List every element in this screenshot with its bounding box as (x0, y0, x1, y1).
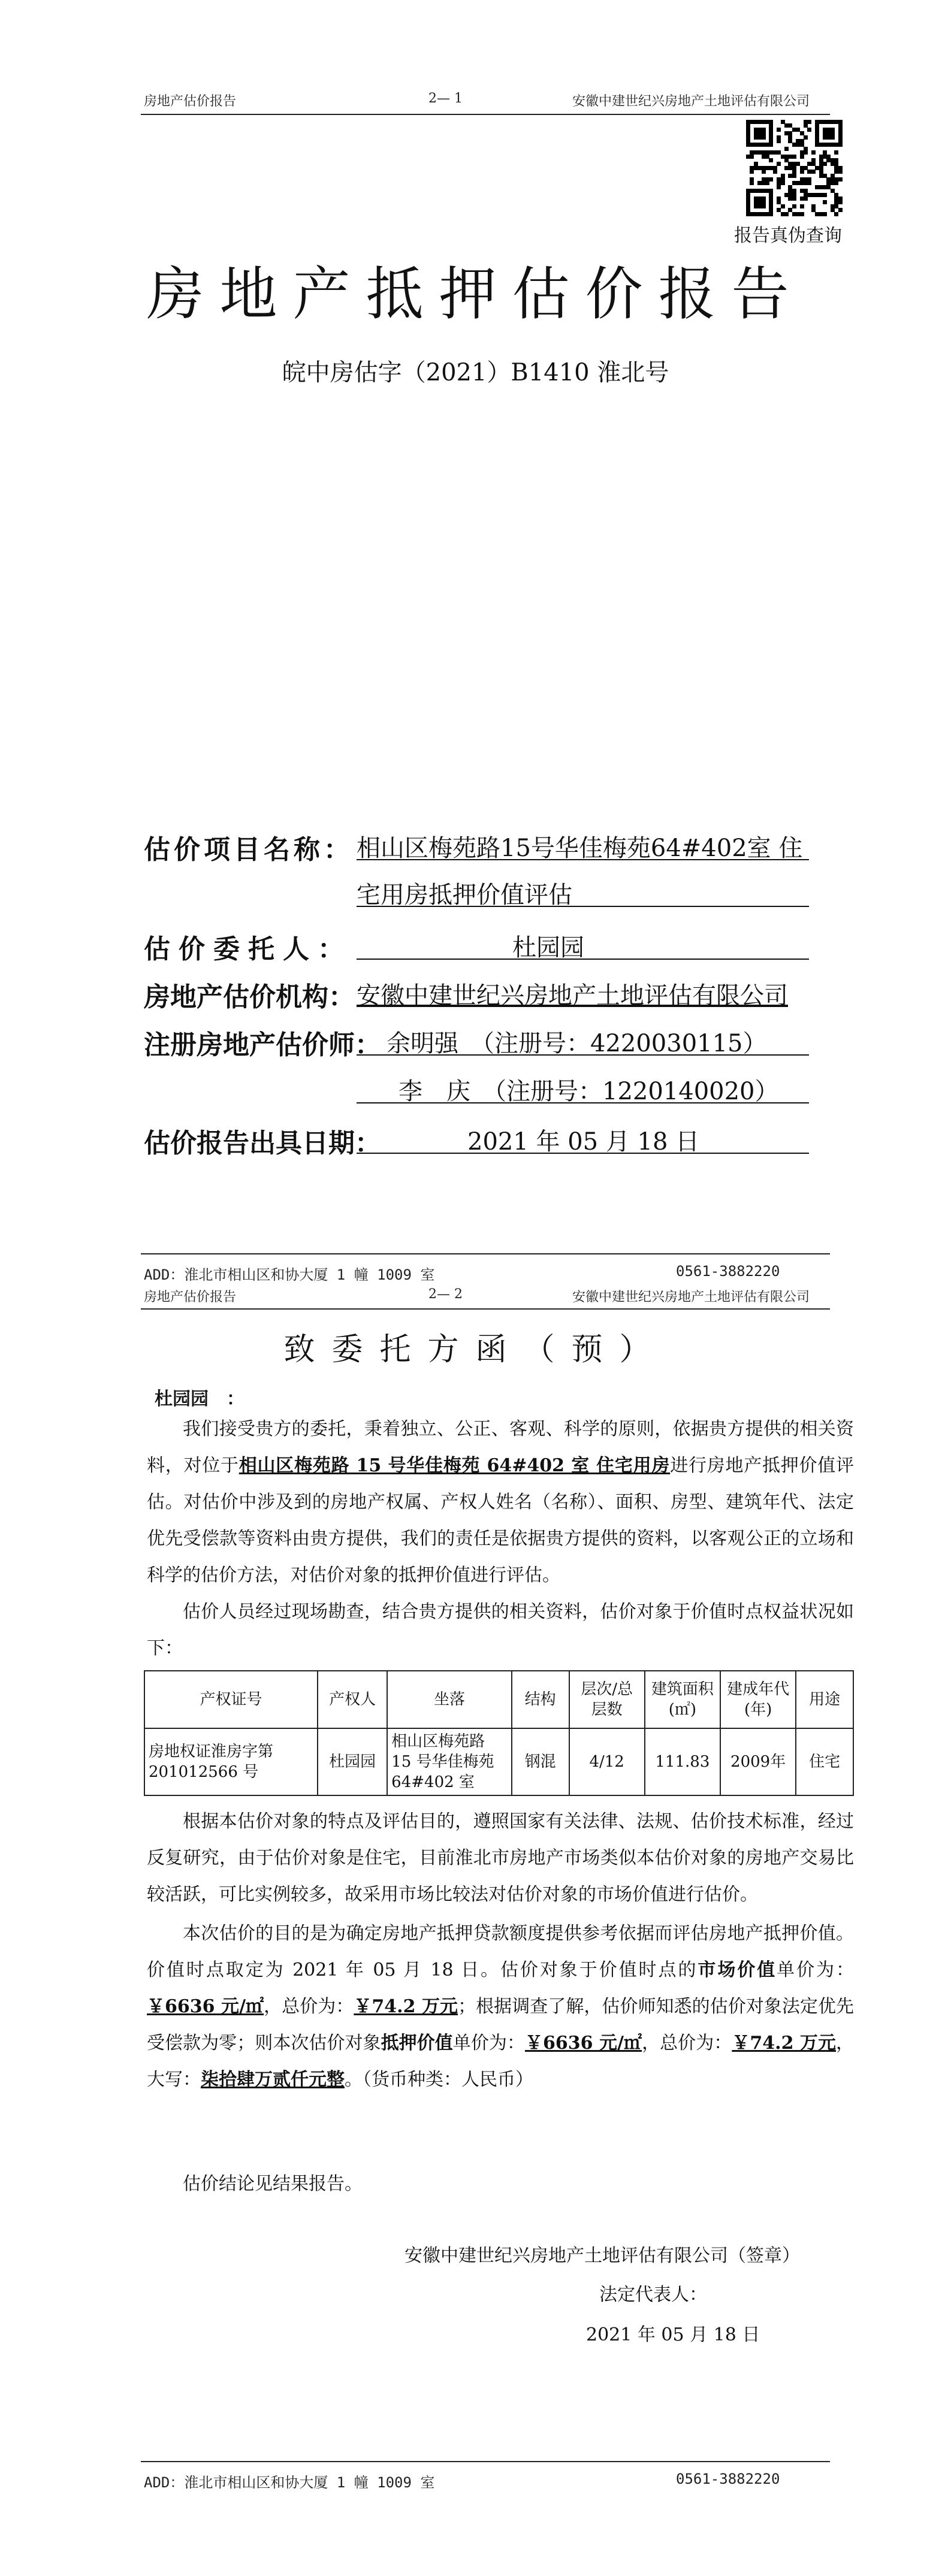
letter-paragraph-3: 根据本估价对象的特点及评估目的，遵照国家有关法律、法规、估价技术标准，经过反复研究，由于估价对象是住宅，目前淮北市房地产市场类似本估价对象的房地产交易比较活跃，可比实例较多，故采用市场比较法对估价对象的市场价值进行估价。 (147, 1811, 854, 1905)
table-header-cell: 坐落 (387, 1671, 512, 1728)
table-cell-year: 2009年 (720, 1728, 796, 1795)
letter-paragraph-4: 本次估价的目的是为确定房地产抵押贷款额度提供参考依据而评估房地产抵押价值。价值时点取定为 2021 年 05 月 18 日。估价对象于价值时点的市场价值单价为：￥6636 元/㎡，总价为：￥74.2 万元；根据调查了解，估价师知悉的估价对象法定优先受偿款为零；则本次估价对象抵押价值单价为：￥6636 元/㎡，总价为：￥74.2 万元，大写：柒拾肆万贰仟元整。（货币种类：人民币） (147, 1923, 855, 2090)
report-date-label: 估价报告出具日期： (144, 1128, 381, 1159)
table-header-cell: 产权证号 (144, 1671, 318, 1728)
table-header-cell: 建筑面积(㎡) (645, 1671, 720, 1728)
page1-header-left: 房地产估价报告 (144, 94, 237, 109)
project-name-value-line1: 相山区梅苑路15号华佳梅苑64#402室 住 (357, 835, 803, 862)
letter-paragraph-1: 我们接受贵方的委托，秉着独立、公正、客观、科学的原则，依据贵方提供的相关资料，对位于相山区梅苑路 15 号华佳梅苑 64#402 室 住宅用房进行房地产抵押价值评估。对估价中涉及到的房地产权属、产权人姓名（名称）、面积、房型、建筑年代、法定优先受偿款等资料由贵方提供，我们的责任是依据贵方提供的资料，以客观公正的立场和科学的估价方法，对估价对象的抵押价值进行评估。 (147, 1419, 855, 1586)
appraiser-2: 李 庆 （注册号：1220140020） (398, 1078, 779, 1105)
page1-footer-rule (141, 1253, 830, 1254)
page2-footer-address: ADD：淮北市相山区和协大厦 1 幢 1009 室 (144, 2474, 435, 2491)
table-header-cell: 层次/总层数 (569, 1671, 645, 1728)
table-cell-structure: 钢混 (512, 1728, 569, 1795)
signature-date: 2021 年 05 月 18 日 (586, 2324, 760, 2345)
table-header-cell: 产权人 (318, 1671, 387, 1728)
table-cell-floor: 4/12 (569, 1728, 645, 1795)
table-header-cell: 用途 (796, 1671, 853, 1728)
project-name-value-line2: 宅用房抵押价值评估 (357, 881, 572, 909)
table-cell-location: 相山区梅苑路 15 号华佳梅苑 64#402 室 (387, 1728, 512, 1795)
table-header-cell: 结构 (512, 1671, 569, 1728)
report-date-value: 2021 年 05 月 18 日 (467, 1128, 700, 1156)
page1-header-right: 安徽中建世纪兴房地产土地评估有限公司 (572, 94, 810, 109)
table-cell-cert: 房地权证淮房字第 201012566 号 (144, 1728, 318, 1795)
client-underline (357, 959, 809, 960)
page2-header-left: 房地产估价报告 (144, 1290, 237, 1305)
letter-salutation: 杜园园 ： (155, 1389, 244, 1410)
page2-header-right: 安徽中建世纪兴房地产土地评估有限公司 (572, 1290, 810, 1305)
table-cell-area: 111.83 (645, 1728, 720, 1795)
table-row (144, 1728, 853, 1795)
letter-title: 致委托方函（预） (283, 1332, 668, 1368)
project-name-label: 估价项目名称： (144, 835, 354, 865)
page1-footer-phone: 0561-3882220 (676, 1263, 780, 1280)
agency-label: 房地产估价机构： (144, 982, 355, 1012)
agency-value: 安徽中建世纪兴房地产土地评估有限公司 (357, 982, 788, 1009)
page2-footer-rule (141, 2461, 830, 2462)
signature-company: 安徽中建世纪兴房地产土地评估有限公司（签章） (404, 2245, 800, 2266)
project-underline-1 (357, 859, 809, 860)
report-number: 皖中房估字（2021）B1410 淮北号 (282, 359, 669, 386)
report-title: 房地产抵押估价报告 (146, 261, 805, 328)
table-cell-usage: 住宅 (796, 1728, 853, 1795)
page2-footer-phone: 0561-3882220 (676, 2471, 780, 2487)
page1-footer-address: ADD：淮北市相山区和协大厦 1 幢 1009 室 (144, 1266, 435, 1283)
page1-header-page-number: 2— 1 (428, 91, 463, 106)
page2-header-rule (141, 1308, 830, 1310)
appraiser-1: 余明强 （注册号：4220030115） (387, 1030, 767, 1057)
letter-paragraph-2: 估价人员经过现场勘查，结合贵方提供的相关资料，估价对象于价值时点权益状况如下： (147, 1601, 854, 1659)
project-underline-2 (357, 906, 809, 907)
table-header-cell: 建成年代(年) (720, 1671, 796, 1728)
client-value: 杜园园 (512, 934, 584, 962)
page1-header-rule (141, 114, 830, 115)
table-header-row (144, 1671, 853, 1728)
letter-conclusion: 估价结论见结果报告。 (183, 2173, 363, 2194)
page2-header-page-number: 2— 2 (428, 1287, 463, 1302)
qr-code-icon[interactable] (746, 120, 842, 216)
table-cell-owner: 杜园园 (318, 1728, 387, 1795)
signature-representative: 法定代表人： (599, 2284, 707, 2305)
qr-caption: 报告真伪查询 (734, 225, 842, 246)
client-label: 估价委托人： (144, 934, 352, 965)
appraiser-label: 注册房地产估价师： (144, 1030, 381, 1060)
appraiser-underline-2 (357, 1102, 809, 1103)
date-underline (357, 1153, 809, 1154)
appraiser-underline-1 (357, 1054, 809, 1056)
property-info-table (144, 1670, 854, 1796)
